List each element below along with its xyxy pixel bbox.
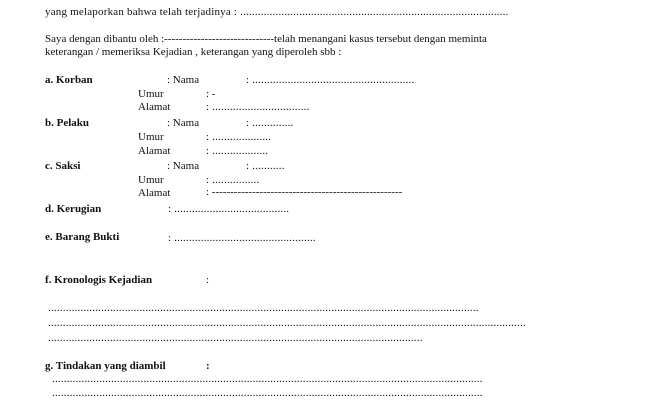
pelaku-umur-label: Umur — [138, 131, 164, 143]
tindakan-line-2: .................................................................................................................................................. — [52, 387, 483, 399]
pelaku-umur-value: : .................... — [206, 131, 272, 143]
kronologis-line-1: .................................................................................................................................................. — [48, 302, 479, 314]
korban-alamat-label: Alamat — [138, 101, 171, 113]
tindakan-line-1: .................................................................................................................................................. — [52, 373, 483, 385]
saksi-heading: c. Saksi — [45, 160, 81, 172]
kronologis-line-2: .................................................................................................................................................................. — [48, 317, 526, 329]
pelaku-nama-label: : Nama — [167, 117, 200, 129]
korban-umur-value: : - — [206, 88, 216, 100]
kronologis-heading: f. Kronologis Kejadian — [45, 274, 153, 286]
saksi-alamat-value: : ---------------------------------------------------- — [206, 186, 403, 198]
assisted-line-1: Saya dengan dibantu oleh :------------------------------telah menangani kasus tersebut dengan meminta — [45, 33, 487, 45]
pelaku-alamat-label: Alamat — [138, 145, 171, 157]
korban-nama-value: : ....................................................... — [246, 74, 415, 86]
korban-umur-label: Umur — [138, 88, 164, 100]
assisted-line-2: keterangan / memeriksa Kejadian , keterangan yang diperoleh sbb : — [45, 46, 342, 58]
saksi-nama-value: : ........... — [246, 160, 285, 172]
kronologis-line-3: ............................................................................................................................... — [48, 332, 423, 344]
saksi-umur-label: Umur — [138, 174, 164, 186]
tindakan-heading: g. Tindakan yang diambil — [45, 360, 166, 372]
korban-nama-label: : Nama — [167, 74, 200, 86]
saksi-alamat-label: Alamat — [138, 187, 171, 199]
korban-alamat-value: : ................................. — [206, 101, 310, 113]
korban-heading: a. Korban — [45, 74, 93, 86]
kerugian-heading: d. Kerugian — [45, 203, 102, 215]
pelaku-heading: b. Pelaku — [45, 117, 90, 129]
saksi-umur-value: : ................ — [206, 174, 260, 186]
reported-line: yang melaporkan bahwa telah terjadinya : ........................................................................................... — [45, 6, 509, 18]
barang-bukti-value: : ................................................ — [168, 232, 316, 244]
pelaku-nama-value: : .............. — [246, 117, 294, 129]
saksi-nama-label: : Nama — [167, 160, 200, 172]
kronologis-colon: : — [206, 274, 210, 286]
kerugian-value: : ....................................... — [168, 203, 290, 215]
barang-bukti-heading: e. Barang Bukti — [45, 231, 120, 243]
pelaku-alamat-value: : ................... — [206, 145, 269, 157]
tindakan-colon: : — [206, 360, 210, 372]
